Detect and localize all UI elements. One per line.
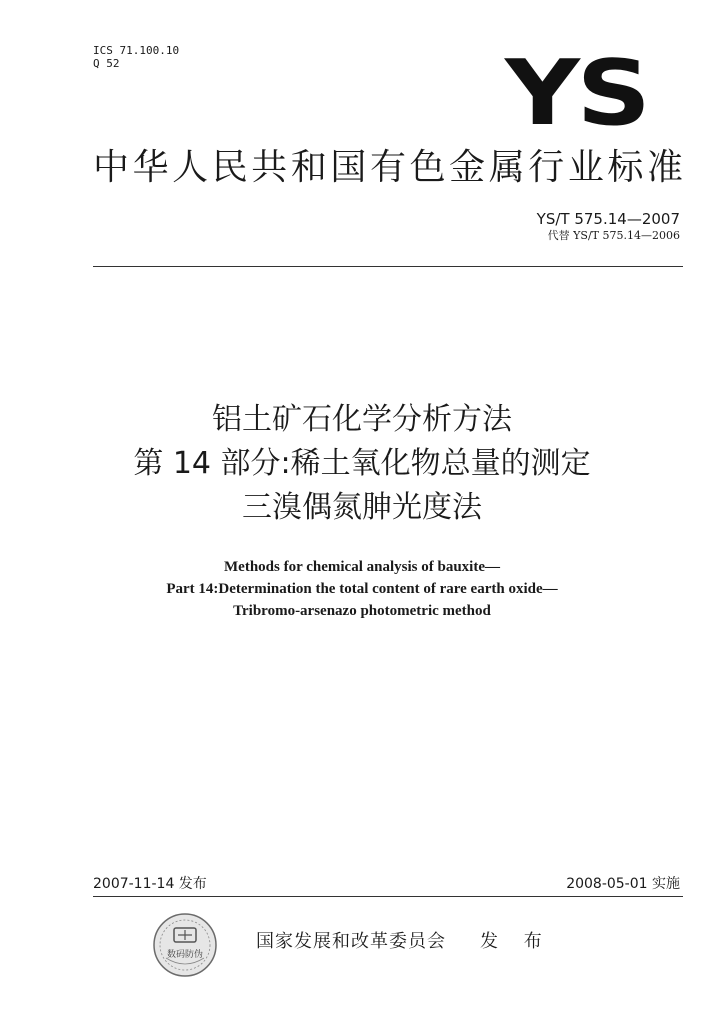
chinese-title-line-1: 铝土矿石化学分析方法 bbox=[212, 402, 512, 437]
standard-type-title: 中华人民共和国有色金属行业标准 bbox=[93, 147, 685, 188]
english-title-line-3: Tribromo-arsenazo photometric method bbox=[233, 603, 491, 619]
anti-counterfeit-seal-icon bbox=[152, 912, 218, 978]
chinese-title-line-3: 三溴偶氮胂光度法 bbox=[242, 490, 482, 525]
english-title bbox=[0, 556, 724, 622]
english-title-line-2: Part 14:Determination the total content of rare earth oxide— bbox=[166, 581, 558, 597]
english-title-line-1: Methods for chemical analysis of bauxite— bbox=[224, 559, 500, 575]
standard-number: YS/T 575.14—2007 bbox=[536, 210, 680, 228]
chinese-title-line-2: 第 14 部分:稀土氧化物总量的测定 bbox=[133, 446, 591, 481]
publisher-name: 国家发展和改革委员会 bbox=[256, 931, 446, 952]
publish-label: 发 布 bbox=[480, 931, 552, 952]
chinese-title bbox=[0, 398, 724, 530]
bottom-divider bbox=[93, 896, 683, 897]
ics-code: ICS 71.100.10 bbox=[93, 44, 180, 57]
top-divider bbox=[93, 266, 683, 267]
replaces-standard: 代替 YS/T 575.14—2006 bbox=[547, 229, 680, 242]
ys-logo: YS bbox=[505, 41, 648, 146]
issue-date: 2007-11-14 发布 bbox=[93, 876, 207, 892]
ccs-code: Q 52 bbox=[93, 57, 120, 70]
implementation-date: 2008-05-01 实施 bbox=[566, 876, 680, 892]
seal-text: 数码防伪 bbox=[166, 950, 204, 960]
classification-codes bbox=[93, 44, 179, 70]
